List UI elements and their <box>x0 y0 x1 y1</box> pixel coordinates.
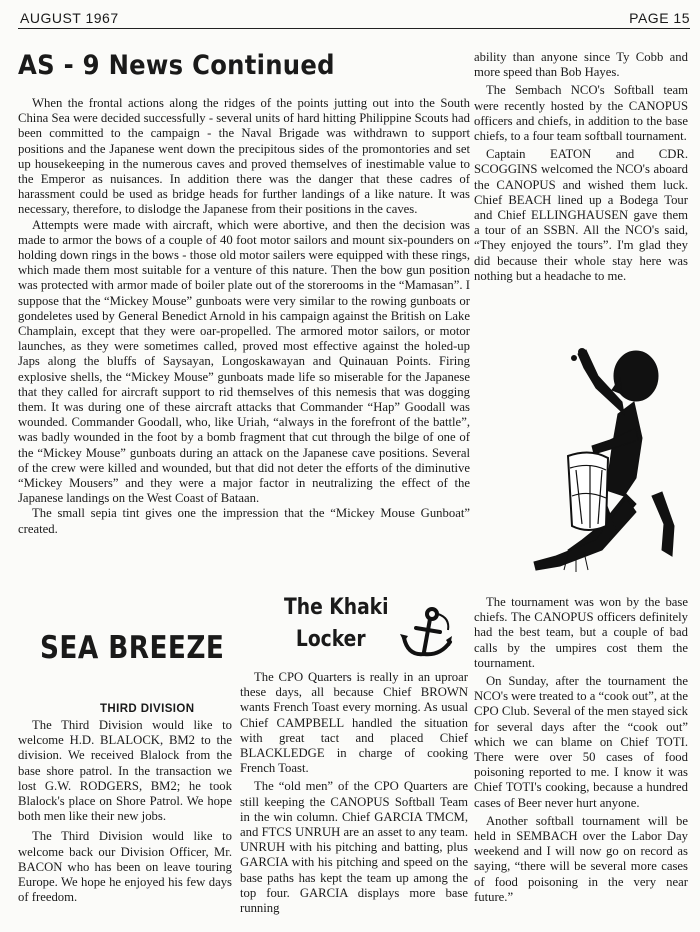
khaki-locker-title <box>284 592 389 656</box>
paragraph: The “old men” of the CPO Quarters are still keeping the CANOPUS Softball Team in the win column. Chief GARCIA TMCM, and FTCS UNRUH are an asset to any team. UNRUH with his pitching and batting, plus GARCIA with his pitching and speed on the base paths has kept the team up among the top four. GARCIA displays more base running <box>240 779 468 916</box>
paragraph: The CPO Quarters is really in an uproar these days, all because Chief BROWN wants French Toast every morning. As usual Chief CAMPBELL handled the situation with great tact and placed Chief BLACKLEDGE in charge of cooking French Toast. <box>240 670 468 776</box>
drummer-illustration <box>486 318 692 580</box>
paragraph: On Sunday, after the tournament the NCO's were treated to a “cook out”, at the CPO Club. Several of the men stayed sick for several days after the “cook out” which we can blame on Chief TOTI. There were over 50 cases of food poisoning reported to me. I know it was Chief TOTI's cooking, because a hundred cases of Beer never hurt anyone. <box>474 674 689 810</box>
sea-breeze-body <box>18 718 232 910</box>
page-header <box>18 6 690 29</box>
article-title: AS - 9 News Continued <box>18 50 335 81</box>
khaki-title-line1: The Khaki <box>284 595 389 620</box>
khaki-title-line2: Locker <box>295 627 366 652</box>
page-number: PAGE 15 <box>629 10 690 26</box>
paragraph: The tournament was won by the base chiefs. The CANOPUS officers definitely had the best team, but a couple of bad calls by the umpires cost them the tournament. <box>474 595 688 670</box>
paragraph: The Third Division would like to welcome H.D. BLALOCK, BM2 to the division. We received Blalock from the base shore patrol. In the transaction we lost G.W. RODGERS, BM2; he took Blalock's place on Shore Patrol. We hope both men like their new jobs. <box>18 718 232 824</box>
anchor-icon <box>398 604 456 662</box>
paragraph: When the frontal actions along the ridges of the points jutting out into the South China Sea were decided successfully - several units of hard hitting Philippine Scouts had been committed to the campaign - the Naval Brigade was withdrawn to support positions and the Japanese went down the precipitous sides of the promontories and set up housekeeping in the numerous caves and proved themselves of inestimable value to the Emperor as nuisances. In addition there was the danger that these cadres of harassment could be used as bridge heads for further landings of a like nature. It was necessary, therefore, to dislodge the Japanese from their positions in the caves. <box>18 96 470 217</box>
softball-column-top <box>474 50 688 287</box>
paragraph: The small sepia tint gives one the impression that the “Mickey Mouse Gunboat” created. <box>18 506 470 536</box>
paragraph: Another softball tournament will be held in SEMBACH over the Labor Day weekend and I will now go on record as saying, “there will be several more cases of food poisoning in the very near future.” <box>474 813 688 904</box>
paragraph: The Third Division would like to welcome back our Division Officer, Mr. BACON who has been on leave touring Europe. We hope he enjoyed his few days of freedom. <box>18 829 232 905</box>
paragraph: Captain EATON and CDR. SCOGGINS welcomed the NCO's aboard the CANOPUS and wished them luck. Chief BEACH lined up a Bodega Tour and Chief ELLINGHAUSEN gave them a tour of an SSBN. All the NCO's said, “They enjoyed the tours”. I'm glad they did because their whole stay here was nothing but a headache to me. <box>474 147 688 283</box>
paragraph: Attempts were made with aircraft, which were abortive, and then the decision was made to armor the bows of a couple of 40 foot motor sailors and mount six-pounders on holding down rings in the bows - those old motor sailers were equipped with these rings, which made them most suitable for a venture of this nature. Then the bow gun position was protected with armor made of boiler plate out of the storerooms in the “Mamasan”. I suppose that the “Mickey Mouse” gunboats were very similar to the rowing gunboats or gondeletes used by General Benedict Arnold in his campaign against the British on Lake Champlain, except that they were oar-propelled. The armored motor sailors, or motor launches, as they were sometimes called, proved most effective against the holed-up Japs along the bluffs of Saysayan, Longoskawayan and Quinauan Points. Firing explosive shells, the “Mickey Mouse” gunboats made life so miserable for the Japanese that they called for aircraft support to rid themselves of this nemesis that was dogging them. It was during one of these aircraft attacks that Commander “Hap” Goodall was wounded. Commander Goodall, who, like Uriah, “always in the forefront of the battle”, was badly wounded in the foot by a bomb fragment that cut through the bilge of one of the “Mickey Mouse” gunboats during an attack on the Japanese cave positions. Several of the crew were killed and wounded, but that did not deter the efforts of the diminutive “Mickey Mousers” and they were a major factor in neutralizing the effect of the Japanese landings on the West Coast of Bataan. <box>18 217 470 506</box>
main-article-body <box>18 96 470 537</box>
sea-breeze-title: SEA BREEZE <box>40 630 225 666</box>
khaki-locker-body <box>240 670 468 919</box>
third-division-subhead: THIRD DIVISION <box>100 703 195 715</box>
paragraph: The Sembach NCO's Softball team were recently hosted by the CANOPUS officers and chiefs, in addition to the base chiefs, to a four team softball tournament. <box>474 83 688 144</box>
softball-column-bottom <box>474 595 688 908</box>
issue-date: AUGUST 1967 <box>20 10 119 26</box>
paragraph: ability than anyone since Ty Cobb and more speed than Bob Hayes. <box>474 50 688 80</box>
